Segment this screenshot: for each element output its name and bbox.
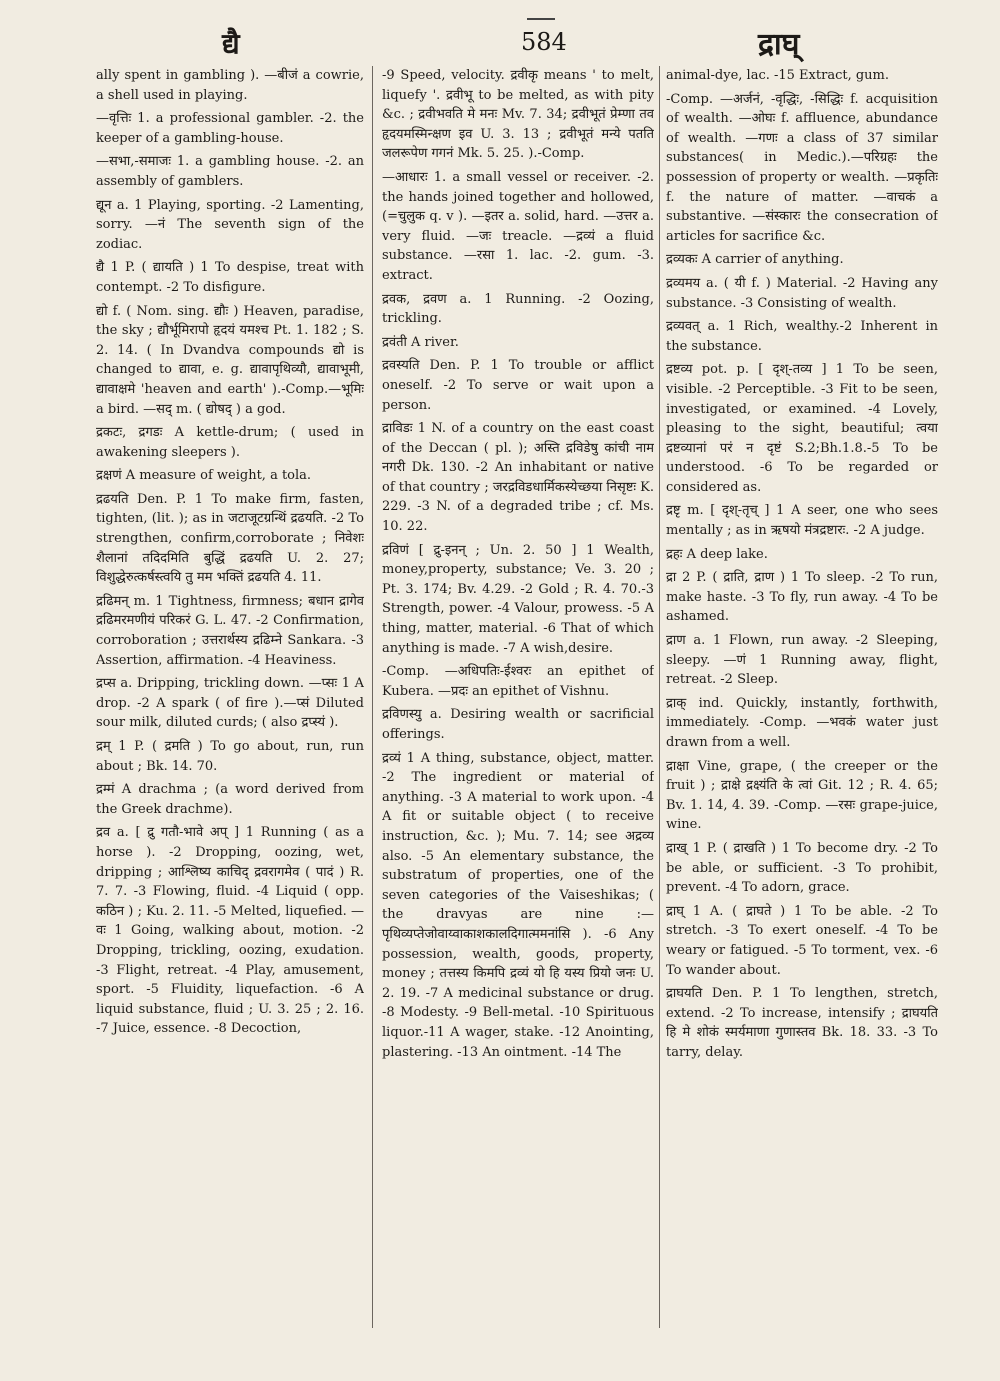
- dictionary-entry: द्रहः A deep lake.: [666, 546, 768, 562]
- page-number-mark: [527, 18, 555, 20]
- dictionary-entry: द्राक् ind. Quickly, instantly, forthwith, immediately. -Comp. —भवकं water just drawn from a well.: [666, 695, 938, 750]
- dictionary-entry: -Comp. —अधिपतिः-ईश्वरः an epithet of Kubera. —प्रदः an epithet of Vishnu.: [382, 664, 654, 699]
- dictionary-entry: द्राघयति Den. P. 1 To lengthen, stretch, extend. -2 To increase, intensify ; द्राघयति हि मे शोकं स्मर्यमाणा गुणास्तव Bk. 18. 33. -3 To tarry, delay.: [666, 986, 938, 1060]
- dictionary-entry: द्रढयति Den. P. 1 To make firm, fasten, tighten, (lit. ); as in जटाजूटग्रन्थिं द्रढयति. -2 To strengthen, confirm,corroborate ; निवेशः शैलानां तदिदमिति बुद्धिं द्रढयति U. 2. 27; विशुद्धेरुत्कर्षस्त्वयि तु मम भक्तिं द्रढयति 4. 11.: [96, 491, 364, 586]
- dictionary-entry: द्राघ् 1 A. ( द्राघते ) 1 To be able. -2 To stretch. -3 To exert oneself. -4 To be weary or fatigued. -5 To torment, vex. -6 To wander about.: [666, 903, 938, 978]
- dictionary-entry: द्रवस्यति Den. P. 1 To trouble or afflict oneself. -2 To serve or wait upon a person.: [382, 358, 654, 413]
- dictionary-entry: द्रष्टृ m. [ दृश्-तृच् ] 1 A seer, one who sees mentally ; as in ऋषयो मंत्रद्रष्टारः. -2 A judge.: [666, 503, 938, 539]
- column-1: [96, 66, 364, 1345]
- page-number: 584: [521, 28, 567, 56]
- dictionary-entry: द्रव्यमय a. ( यी f. ) Material. -2 Having any substance. -3 Consisting of wealth.: [666, 275, 938, 311]
- dictionary-entry: द्रवंती A river.: [382, 334, 459, 350]
- dictionary-entry: द्रप्स a. Dripping, trickling down. —प्सः 1 A drop. -2 A spark ( of fire ).—प्सं Diluted sour milk, diluted curds; ( also द्रप्स्यं ).: [96, 676, 364, 731]
- dictionary-entry: द्यून a. 1 Playing, sporting. -2 Lamenting, sorry. —नं The seventh sign of the zodiac.: [96, 197, 364, 252]
- dictionary-entry: द्राण a. 1 Flown, run away. -2 Sleeping, sleepy. —णं 1 Running away, flight, retreat. -2 Sleep.: [666, 633, 938, 688]
- dictionary-entry: द्रष्टव्य pot. p. [ दृश्-तव्य ] 1 To be seen, visible. -2 Perceptible. -3 Fit to be seen, investigated, or examined. -4 Lovely, pleasing to the sight, beautiful; त्वया द्रष्टव्यानां परं न दृष्टं S.2;Bh.1.8.-5 To be understood. -6 To be regarded or considered as.: [666, 362, 938, 495]
- dictionary-entry: -9 Speed, velocity. द्रवीकृ means ' to melt, liquefy '. द्रवीभू to be melted, as with pity &c. ; द्रवीभवति मे मनः Mv. 7. 34; द्रवीभूतं प्रेम्णा तव हृदयमस्मिन्क्षण इव U. 3. 13 ; द्रवीभूतं मन्ये पतति जलरूपेण गगनं Mk. 5. 25. ).-Comp.: [382, 68, 654, 162]
- dictionary-entry: —सभा,-समाजः 1. a gambling house. -2. an assembly of gamblers.: [96, 154, 364, 189]
- dictionary-entry: द्यो f. ( Nom. sing. द्यौः ) Heaven, paradise, the sky ; द्यौर्भूमिरापो हृदयं यमश्च Pt. 1. 182 ; S. 2. 14. ( In Dvandva compounds द्यो is changed to द्यावा, e. g. द्यावापृथिव्यौ, द्यावाभूमी, द्यावाक्षमे 'heaven and earth' ).-Comp.—भूमिः a bird. —सद् m. ( द्योषद् ) a god.: [96, 303, 364, 417]
- dictionary-entry: द्रव्यं 1 A thing, substance, object, matter. -2 The ingredient or material of anything. -3 A material to work upon. -4 A fit or suitable object ( to receive instruction, &c. ); Mu. 7. 14; see अद्रव्य also. -5 An elementary substance, the substratum of properties, one of the seven categories of the Vaiseshikas; ( the dravyas are nine :—पृथिव्यप्तेजोवाय्वाकाशकालदिगात्ममनांसि ). -6 Any possession, wealth, goods, property, money ; तत्तस्य किमपि द्रव्यं यो हि यस्य प्रियो जनः U. 2. 19. -7 A medicinal substance or drug. -8 Modesty. -9 Bell-metal. -10 Spirituous liquor.-11 A wager, stake. -12 Anointing, plastering. -13 An ointment. -14 The: [382, 750, 654, 1060]
- dictionary-entry: द्रव्यवत् a. 1 Rich, wealthy.-2 Inherent in the substance.: [666, 319, 938, 354]
- dictionary-entry: —आधारः 1. a small vessel or receiver. -2. the hands joined together and hollowed, (=चुलुक q. v ). —इतर a. solid, hard. —उत्तर a. very fluid. —जः treacle. —द्रव्यं a fluid substance. —रसा 1. lac. -2. gum. -3. extract.: [382, 169, 654, 283]
- dictionary-entry: द्रवक, द्रवण a. 1 Running. -2 Oozing, trickling.: [382, 291, 654, 327]
- column-divider: [659, 66, 660, 1328]
- dictionary-entry: द्राख् 1 P. ( द्राखति ) 1 To become dry. -2 To be able, or sufficient. -3 To prohibit, prevent. -4 To adorn, grace.: [666, 840, 938, 896]
- page-header: [0, 10, 1000, 62]
- dictionary-entry: द्रम्मं A drachma ; (a word derived from the Greek drachme).: [96, 782, 364, 817]
- dictionary-entry: ally spent in gambling ). —बीजं a cowrie, a shell used in playing.: [96, 68, 364, 103]
- dictionary-entry: animal-dye, lac. -15 Extract, gum.: [666, 68, 889, 83]
- dictionary-entry: द्राविडः 1 N. of a country on the east coast of the Deccan ( pl. ); अस्ति द्रविडेषु कांची नाम नगरी Dk. 130. -2 An inhabitant or native of that country ; जरद्रविडधार्मिकस्येच्छया निसृष्टः K. 229. -3 N. of a degraded tribe ; cf. Ms. 10. 22.: [382, 421, 654, 535]
- column-3: [666, 66, 938, 1345]
- left-guide-word: द्यै: [222, 27, 240, 60]
- dictionary-entry: द्रविणं [ द्रु-इनन् ; Un. 2. 50 ] 1 Wealth, money,property, substance; Ve. 3. 20 ; Pt. 3. 174; Bv. 4.29. -2 Gold ; R. 4. 70.-3 Strength, power. -4 Valour, prowess. -5 A thing, matter, material. -6 That of which anything is made. -7 A wish,desire.: [382, 542, 654, 656]
- column-divider: [372, 66, 373, 1328]
- dictionary-entry: द्रव a. [ द्रु गतौ-भावे अप् ] 1 Running ( as a horse ). -2 Dropping, oozing, wet, dripping ; आश्लिष्य काचिद् द्रवरागमेव ( पादं ) R. 7. 7. -3 Flowing, fluid. -4 Liquid ( opp. कठिन ) ; Ku. 2. 11. -5 Melted, liquefied. —वः 1 Going, walking about, motion. -2 Dropping, trickling, oozing, exudation. -3 Flight, retreat. -4 Play, amusement, sport. -5 Fluidity, liquefaction. -6 A liquid substance, fluid ; U. 3. 25 ; 2. 16. -7 Juice, essence. -8 Decoction,: [96, 825, 364, 1037]
- dictionary-entry: द्रव्यकः A carrier of anything.: [666, 252, 844, 268]
- column-2: [382, 66, 654, 1345]
- dictionary-entry: द्रा 2 P. ( द्राति, द्राण ) 1 To sleep. -2 To run, make haste. -3 To fly, run away. -4 To be ashamed.: [666, 570, 938, 625]
- dictionary-entry: द्रविणस्यु a. Desiring wealth or sacrificial offerings.: [382, 707, 654, 742]
- dictionary-entry: द्रकटः, द्रगडः A kettle-drum; ( used in awakening sleepers ).: [96, 425, 364, 460]
- dictionary-entry: द्रक्षणं A measure of weight, a tola.: [96, 468, 312, 484]
- dictionary-entry: द्रढिमन् m. 1 Tightness, firmness; बधान द्रागेव द्रढिमरमणीयं परिकरं G. L. 47. -2 Confirmation, corroboration ; उत्तरार्थस्य द्रढिम्ने Sankara. -3 Assertion, affirmation. -4 Heaviness.: [96, 593, 364, 668]
- right-guide-word: द्राघ्: [758, 27, 800, 62]
- dictionary-entry: -Comp. —अर्जनं, -वृद्धिः, -सिद्धिः f. acquisition of wealth. —ओघः f. affluence, abundance of wealth. —गणः a class of 37 similar substances( in Medic.).—परिग्रहः the possession of property or wealth. —प्रकृतिः f. the nature of matter. —वाचकं a substantive. —संस्कारः the consecration of articles for sacrifice &c.: [666, 91, 938, 244]
- dictionary-entry: —वृत्तिः 1. a professional gambler. -2. the keeper of a gambling-house.: [96, 111, 364, 146]
- dictionary-entry: द्राक्षा Vine, grape, ( the creeper or the fruit ) ; द्राक्षे द्रक्ष्यंति के त्वां Git. 12 ; R. 4. 65; Bv. 1. 14, 4. 39. -Comp. —रसः grape-juice, wine.: [666, 758, 938, 833]
- dictionary-entry: द्यै 1 P. ( द्यायति ) 1 To despise, treat with contempt. -2 To disfigure.: [96, 260, 364, 295]
- dictionary-entry: द्रम् 1 P. ( द्रमति ) To go about, run, run about ; Bk. 14. 70.: [96, 739, 364, 774]
